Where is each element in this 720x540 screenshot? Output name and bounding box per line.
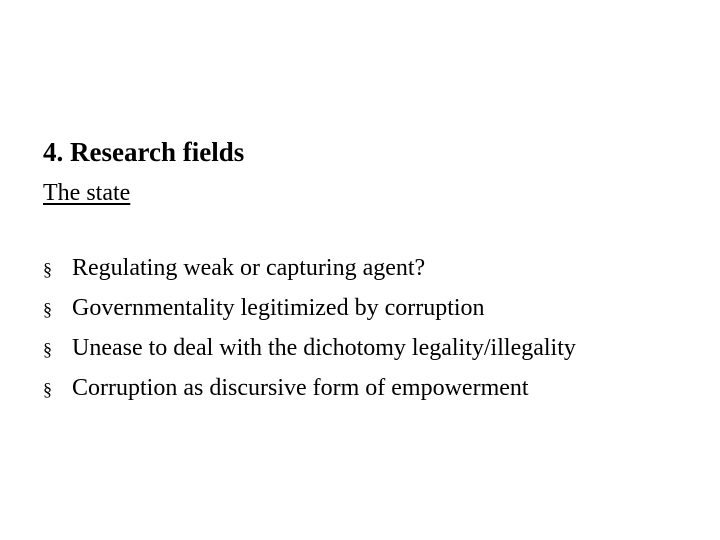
slide-title: 4. Research fields (43, 137, 245, 167)
bullet-item (43, 372, 576, 412)
bullet-text: Governmentality legitimized by corruption (72, 295, 485, 321)
section-sign-bullet-icon: § (43, 339, 52, 359)
bullet-text: Regulating weak or capturing agent? (72, 255, 426, 281)
section-sign-bullet-icon: § (43, 379, 52, 399)
section-sign-bullet-icon: § (43, 299, 52, 319)
slide-subtitle: The state (43, 180, 131, 206)
bullet-text: Corruption as discursive form of empowerment (72, 375, 529, 401)
bullet-list (43, 252, 576, 412)
bullet-text: Unease to deal with the dichotomy legality/illegality (72, 335, 576, 361)
bullet-item (43, 292, 576, 332)
bullet-item (43, 332, 576, 372)
section-sign-bullet-icon: § (43, 259, 52, 279)
bullet-item (43, 252, 576, 292)
